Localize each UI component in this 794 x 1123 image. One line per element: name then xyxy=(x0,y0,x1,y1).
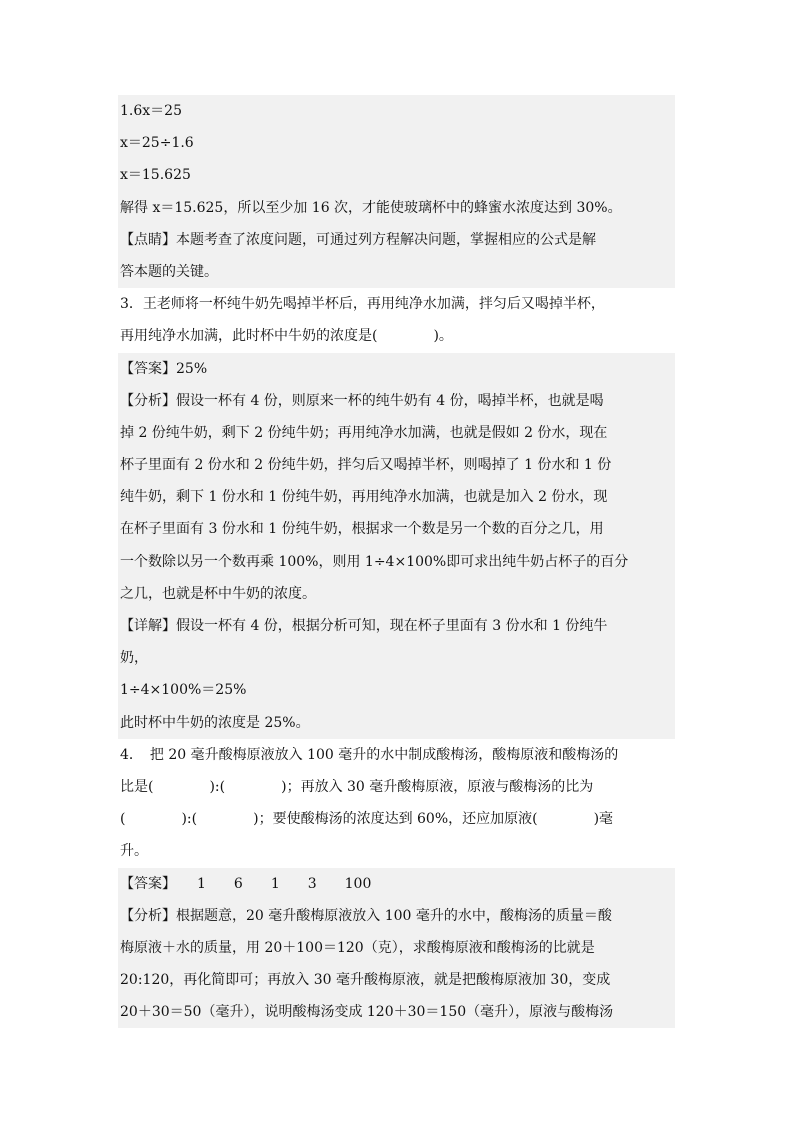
question-line: 比是( ):( )；再放入 30 毫升酸梅原液，原液与酸梅汤的比为 xyxy=(120,778,594,795)
solution-line: 【点睛】本题考查了浓度问题，可通过列方程解决问题，掌握相应的公式是解 xyxy=(118,224,675,256)
solution-line: 【答案】25% xyxy=(118,353,675,385)
solution-line: 20＋30＝50（毫升），说明酸梅汤变成 120＋30＝150（毫升），原液与酸梅汤 xyxy=(118,996,675,1028)
solution-line: x＝15.625 xyxy=(118,159,675,191)
solution-line: 【答案】 1 6 1 3 100 xyxy=(118,868,675,900)
solution-line: 1.6x＝25 xyxy=(118,95,675,127)
document-page xyxy=(118,95,675,1028)
solution-line: 此时杯中牛奶的浓度是 25%。 xyxy=(118,707,675,739)
question-line: 再用纯净水加满，此时杯中牛奶的浓度是( )。 xyxy=(120,328,453,345)
solution-line: 之几，也就是杯中牛奶的浓度。 xyxy=(118,578,675,610)
question-line: ( ):( )；要使酸梅汤的浓度达到 60%，还应加原液( )毫 xyxy=(120,811,614,828)
solution-line: 20:120，再化简即可；再放入 30 毫升酸梅原液，就是把酸梅原液加 30，变成 xyxy=(118,964,675,996)
solution-line: 【详解】假设一杯有 4 份，根据分析可知，现在杯子里面有 3 份水和 1 份纯牛 xyxy=(118,610,675,642)
solution-line: 【分析】假设一杯有 4 份，则原来一杯的纯牛奶有 4 份，喝掉半杯，也就是喝 xyxy=(118,385,675,417)
solution-line: 掉 2 份纯牛奶，剩下 2 份纯牛奶；再用纯净水加满，也就是假如 2 份水，现在 xyxy=(118,417,675,449)
solution-line: 【分析】根据题意，20 毫升酸梅原液放入 100 毫升的水中，酸梅汤的质量＝酸 xyxy=(118,900,675,932)
solution-line: 1÷4×100%＝25% xyxy=(118,674,675,706)
question-line: 4． 把 20 毫升酸梅原液放入 100 毫升的水中制成酸梅汤，酸梅原液和酸梅汤的 xyxy=(120,746,619,763)
solution-line: 解得 x＝15.625，所以至少加 16 次，才能使玻璃杯中的蜂蜜水浓度达到 30%。 xyxy=(118,192,675,224)
solution-line: 奶， xyxy=(118,642,675,674)
solution-line: 杯子里面有 2 份水和 2 份纯牛奶，拌匀后又喝掉半杯，则喝掉了 1 份水和 1 份 xyxy=(118,449,675,481)
question-line: 3．王老师将一杯纯牛奶先喝掉半杯后，再用纯净水加满，拌匀后又喝掉半杯， xyxy=(120,296,605,313)
solution-line: 一个数除以另一个数再乘 100%，则用 1÷4×100%即可求出纯牛奶占杯子的百分 xyxy=(118,546,675,578)
solution-line: 答本题的关键。 xyxy=(118,256,675,288)
solution-line: 梅原液＋水的质量，用 20＋100＝120（克），求酸梅原液和酸梅汤的比就是 xyxy=(118,932,675,964)
solution-line: x＝25÷1.6 xyxy=(118,127,675,159)
question-line: 升。 xyxy=(120,843,148,860)
solution-line: 在杯子里面有 3 份水和 1 份纯牛奶，根据求一个数是另一个数的百分之几，用 xyxy=(118,513,675,545)
solution-line: 纯牛奶，剩下 1 份水和 1 份纯牛奶，再用纯净水加满，也就是加入 2 份水，现 xyxy=(118,481,675,513)
